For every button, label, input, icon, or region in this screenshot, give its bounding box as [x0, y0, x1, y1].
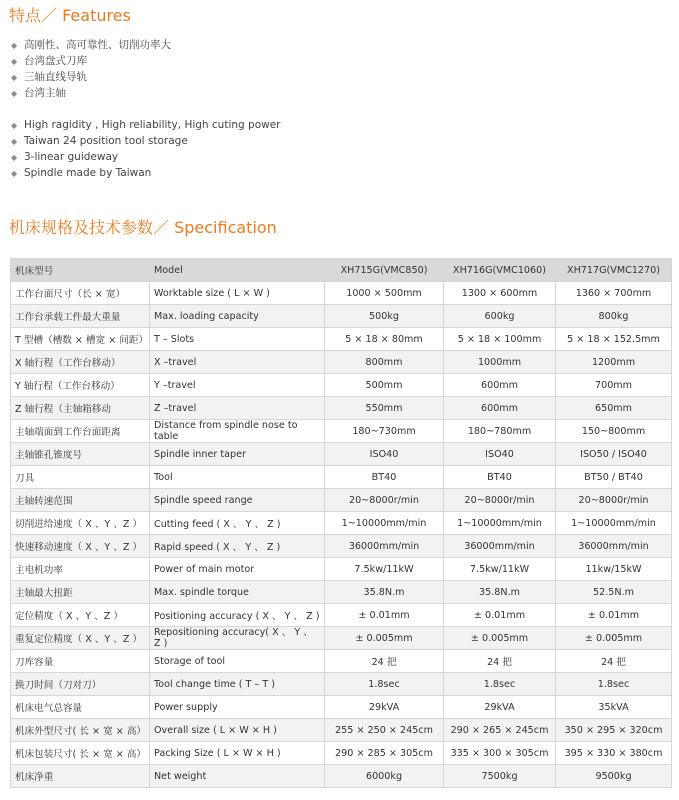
- param-label-cell: Y 轴行程（工作台移动）: [11, 374, 150, 397]
- table-header-cell: XH715G(VMC850): [325, 259, 444, 282]
- table-row: [11, 420, 672, 443]
- value-cell: 52.5N.m: [556, 581, 672, 604]
- param-label-cell: 重复定位精度（ X 、Y 、Z ）: [11, 627, 150, 650]
- feature-item: ◆ 台湾盘式刀库: [11, 53, 171, 69]
- value-cell: 800mm: [325, 351, 444, 374]
- diamond-bullet-icon: ◆: [11, 121, 18, 130]
- value-cell: 500mm: [325, 374, 444, 397]
- param-label-cell: 刀库容量: [11, 650, 150, 673]
- param-label-cell: 主轴锥孔锥度号: [11, 443, 150, 466]
- value-cell: 180~730mm: [325, 420, 444, 443]
- table-row: [11, 765, 672, 788]
- table-row: [11, 466, 672, 489]
- value-cell: BT40: [325, 466, 444, 489]
- table-row: [11, 535, 672, 558]
- feature-item: ◆ 3-linear guideway: [11, 149, 280, 165]
- param-label-cell: 机床电气总容量: [11, 696, 150, 719]
- value-cell: ISO40: [325, 443, 444, 466]
- value-cell: BT40: [444, 466, 556, 489]
- value-cell: 180~780mm: [444, 420, 556, 443]
- param-label-cell: Net weight: [150, 765, 325, 788]
- table-row: [11, 742, 672, 765]
- table-row: [11, 351, 672, 374]
- feature-item: ◆ Spindle made by Taiwan: [11, 165, 280, 181]
- param-label-cell: 快速移动速度（ X 、Y 、Z ）: [11, 535, 150, 558]
- param-label-cell: Distance from spindle nose to table: [150, 420, 325, 443]
- value-cell: 36000mm/min: [444, 535, 556, 558]
- value-cell: 1360 × 700mm: [556, 282, 672, 305]
- param-label-cell: 定位精度（ X 、Y 、Z ）: [11, 604, 150, 627]
- value-cell: 335 × 300 × 305cm: [444, 742, 556, 765]
- value-cell: ± 0.01mm: [556, 604, 672, 627]
- param-label-cell: Spindle inner taper: [150, 443, 325, 466]
- param-label-cell: Power supply: [150, 696, 325, 719]
- value-cell: 600mm: [444, 397, 556, 420]
- table-row: [11, 581, 672, 604]
- param-label-cell: 主轴端面到工作台面距离: [11, 420, 150, 443]
- feature-item: ◆ High ragidity , High reliability, High cuting power: [11, 117, 280, 133]
- value-cell: 290 × 285 × 305cm: [325, 742, 444, 765]
- table-row: [11, 696, 672, 719]
- param-label-cell: 换刀时间（刀对刀）: [11, 673, 150, 696]
- param-label-cell: Repositioning accuracy( X 、 Y 、 Z ): [150, 627, 325, 650]
- value-cell: 24 把: [444, 650, 556, 673]
- diamond-bullet-icon: ◆: [11, 73, 18, 82]
- value-cell: ± 0.01mm: [444, 604, 556, 627]
- param-label-cell: X –travel: [150, 351, 325, 374]
- param-label-cell: Storage of tool: [150, 650, 325, 673]
- value-cell: 1.8sec: [556, 673, 672, 696]
- diamond-bullet-icon: ◆: [11, 153, 18, 162]
- feature-item: ◆ 三轴直线导轨: [11, 69, 171, 85]
- value-cell: 24 把: [556, 650, 672, 673]
- value-cell: 1000 × 500mm: [325, 282, 444, 305]
- table-row: [11, 604, 672, 627]
- value-cell: 5 × 18 × 100mm: [444, 328, 556, 351]
- param-label-cell: T – Slots: [150, 328, 325, 351]
- value-cell: 35kVA: [556, 696, 672, 719]
- value-cell: 11kw/15kW: [556, 558, 672, 581]
- table-row: [11, 627, 672, 650]
- param-label-cell: 主轴转速范围: [11, 489, 150, 512]
- value-cell: 550mm: [325, 397, 444, 420]
- value-cell: 29kVA: [325, 696, 444, 719]
- table-row: [11, 512, 672, 535]
- value-cell: 20~8000r/min: [556, 489, 672, 512]
- diamond-bullet-icon: ◆: [11, 89, 18, 98]
- value-cell: 1.8sec: [444, 673, 556, 696]
- table-row: [11, 558, 672, 581]
- value-cell: ± 0.005mm: [444, 627, 556, 650]
- diamond-bullet-icon: ◆: [11, 137, 18, 146]
- spec-table: [10, 258, 672, 788]
- table-row: [11, 719, 672, 742]
- param-label-cell: Rapid speed ( X 、 Y 、 Z ): [150, 535, 325, 558]
- table-row: [11, 673, 672, 696]
- table-row: [11, 489, 672, 512]
- param-label-cell: Tool change time ( T – T ): [150, 673, 325, 696]
- param-label-cell: 机床净重: [11, 765, 150, 788]
- value-cell: 1.8sec: [325, 673, 444, 696]
- spec-title: 机床规格及技术参数／ Specification: [9, 218, 277, 237]
- param-label-cell: Power of main motor: [150, 558, 325, 581]
- diamond-bullet-icon: ◆: [11, 57, 18, 66]
- value-cell: ± 0.005mm: [556, 627, 672, 650]
- table-header-cell: XH716G(VMC1060): [444, 259, 556, 282]
- features-title: 特点／ Features: [9, 6, 131, 25]
- value-cell: 150~800mm: [556, 420, 672, 443]
- table-header-cell: 机床型号: [11, 259, 150, 282]
- value-cell: 35.8N.m: [444, 581, 556, 604]
- value-cell: 1~10000mm/min: [325, 512, 444, 535]
- value-cell: 290 × 265 × 245cm: [444, 719, 556, 742]
- value-cell: 7500kg: [444, 765, 556, 788]
- value-cell: 5 × 18 × 152.5mm: [556, 328, 672, 351]
- param-label-cell: Y –travel: [150, 374, 325, 397]
- table-row: [11, 328, 672, 351]
- value-cell: 29kVA: [444, 696, 556, 719]
- feature-item: ◆ Taiwan 24 position tool storage: [11, 133, 280, 149]
- value-cell: 36000mm/min: [556, 535, 672, 558]
- value-cell: 5 × 18 × 80mm: [325, 328, 444, 351]
- param-label-cell: X 轴行程（工作台移动）: [11, 351, 150, 374]
- value-cell: 600kg: [444, 305, 556, 328]
- param-label-cell: Z 轴行程（主轴箱移动: [11, 397, 150, 420]
- table-header-cell: Model: [150, 259, 325, 282]
- table-row: [11, 397, 672, 420]
- value-cell: 20~8000r/min: [444, 489, 556, 512]
- value-cell: BT50 / BT40: [556, 466, 672, 489]
- value-cell: 600mm: [444, 374, 556, 397]
- diamond-bullet-icon: ◆: [11, 41, 18, 50]
- value-cell: 9500kg: [556, 765, 672, 788]
- table-row: [11, 650, 672, 673]
- feature-item: ◆ 台湾主轴: [11, 85, 171, 101]
- value-cell: 500kg: [325, 305, 444, 328]
- value-cell: 395 × 330 × 380cm: [556, 742, 672, 765]
- param-label-cell: 主轴最大扭距: [11, 581, 150, 604]
- features-zh-list: [11, 37, 171, 101]
- value-cell: 1~10000mm/min: [556, 512, 672, 535]
- value-cell: 7.5kw/11kW: [444, 558, 556, 581]
- param-label-cell: 刀具: [11, 466, 150, 489]
- value-cell: 7.5kw/11kW: [325, 558, 444, 581]
- table-row: [11, 374, 672, 397]
- table-row: [11, 282, 672, 305]
- value-cell: ISO50 / ISO40: [556, 443, 672, 466]
- param-label-cell: Packing Size ( L × W × H ): [150, 742, 325, 765]
- table-header-row: [11, 259, 672, 282]
- value-cell: 24 把: [325, 650, 444, 673]
- value-cell: 1300 × 600mm: [444, 282, 556, 305]
- param-label-cell: Worktable size ( L × W ): [150, 282, 325, 305]
- table-row: [11, 443, 672, 466]
- feature-item: ◆ 高刚性、高可靠性、切削功率大: [11, 37, 171, 53]
- param-label-cell: 机床外型尺寸( 长 × 宽 × 高）: [11, 719, 150, 742]
- value-cell: 36000mm/min: [325, 535, 444, 558]
- value-cell: 35.8N.m: [325, 581, 444, 604]
- param-label-cell: Positioning accuracy ( X 、 Y 、 Z ): [150, 604, 325, 627]
- param-label-cell: Cutting feed ( X 、 Y 、 Z ): [150, 512, 325, 535]
- table-row: [11, 305, 672, 328]
- features-en-list: [11, 117, 280, 181]
- value-cell: 1200mm: [556, 351, 672, 374]
- param-label-cell: 主电机功率: [11, 558, 150, 581]
- value-cell: 350 × 295 × 320cm: [556, 719, 672, 742]
- param-label-cell: Max. spindle torque: [150, 581, 325, 604]
- param-label-cell: T 型槽（槽数 × 槽宽 × 间距）: [11, 328, 150, 351]
- value-cell: ± 0.01mm: [325, 604, 444, 627]
- diamond-bullet-icon: ◆: [11, 169, 18, 178]
- param-label-cell: 工作台面尺寸（长 × 宽）: [11, 282, 150, 305]
- param-label-cell: 切削进给速度（ X 、Y 、Z ）: [11, 512, 150, 535]
- value-cell: 6000kg: [325, 765, 444, 788]
- table-header-cell: XH717G(VMC1270): [556, 259, 672, 282]
- value-cell: 700mm: [556, 374, 672, 397]
- value-cell: ± 0.005mm: [325, 627, 444, 650]
- value-cell: 20~8000r/min: [325, 489, 444, 512]
- param-label-cell: Overall size ( L × W × H ): [150, 719, 325, 742]
- param-label-cell: Z –travel: [150, 397, 325, 420]
- param-label-cell: Tool: [150, 466, 325, 489]
- param-label-cell: 机床包装尺寸( 长 × 宽 × 高）: [11, 742, 150, 765]
- value-cell: 800kg: [556, 305, 672, 328]
- value-cell: 255 × 250 × 245cm: [325, 719, 444, 742]
- param-label-cell: Max. loading capacity: [150, 305, 325, 328]
- value-cell: 1~10000mm/min: [444, 512, 556, 535]
- value-cell: ISO40: [444, 443, 556, 466]
- param-label-cell: 工作台承载工件最大重量: [11, 305, 150, 328]
- value-cell: 1000mm: [444, 351, 556, 374]
- value-cell: 650mm: [556, 397, 672, 420]
- param-label-cell: Spindle speed range: [150, 489, 325, 512]
